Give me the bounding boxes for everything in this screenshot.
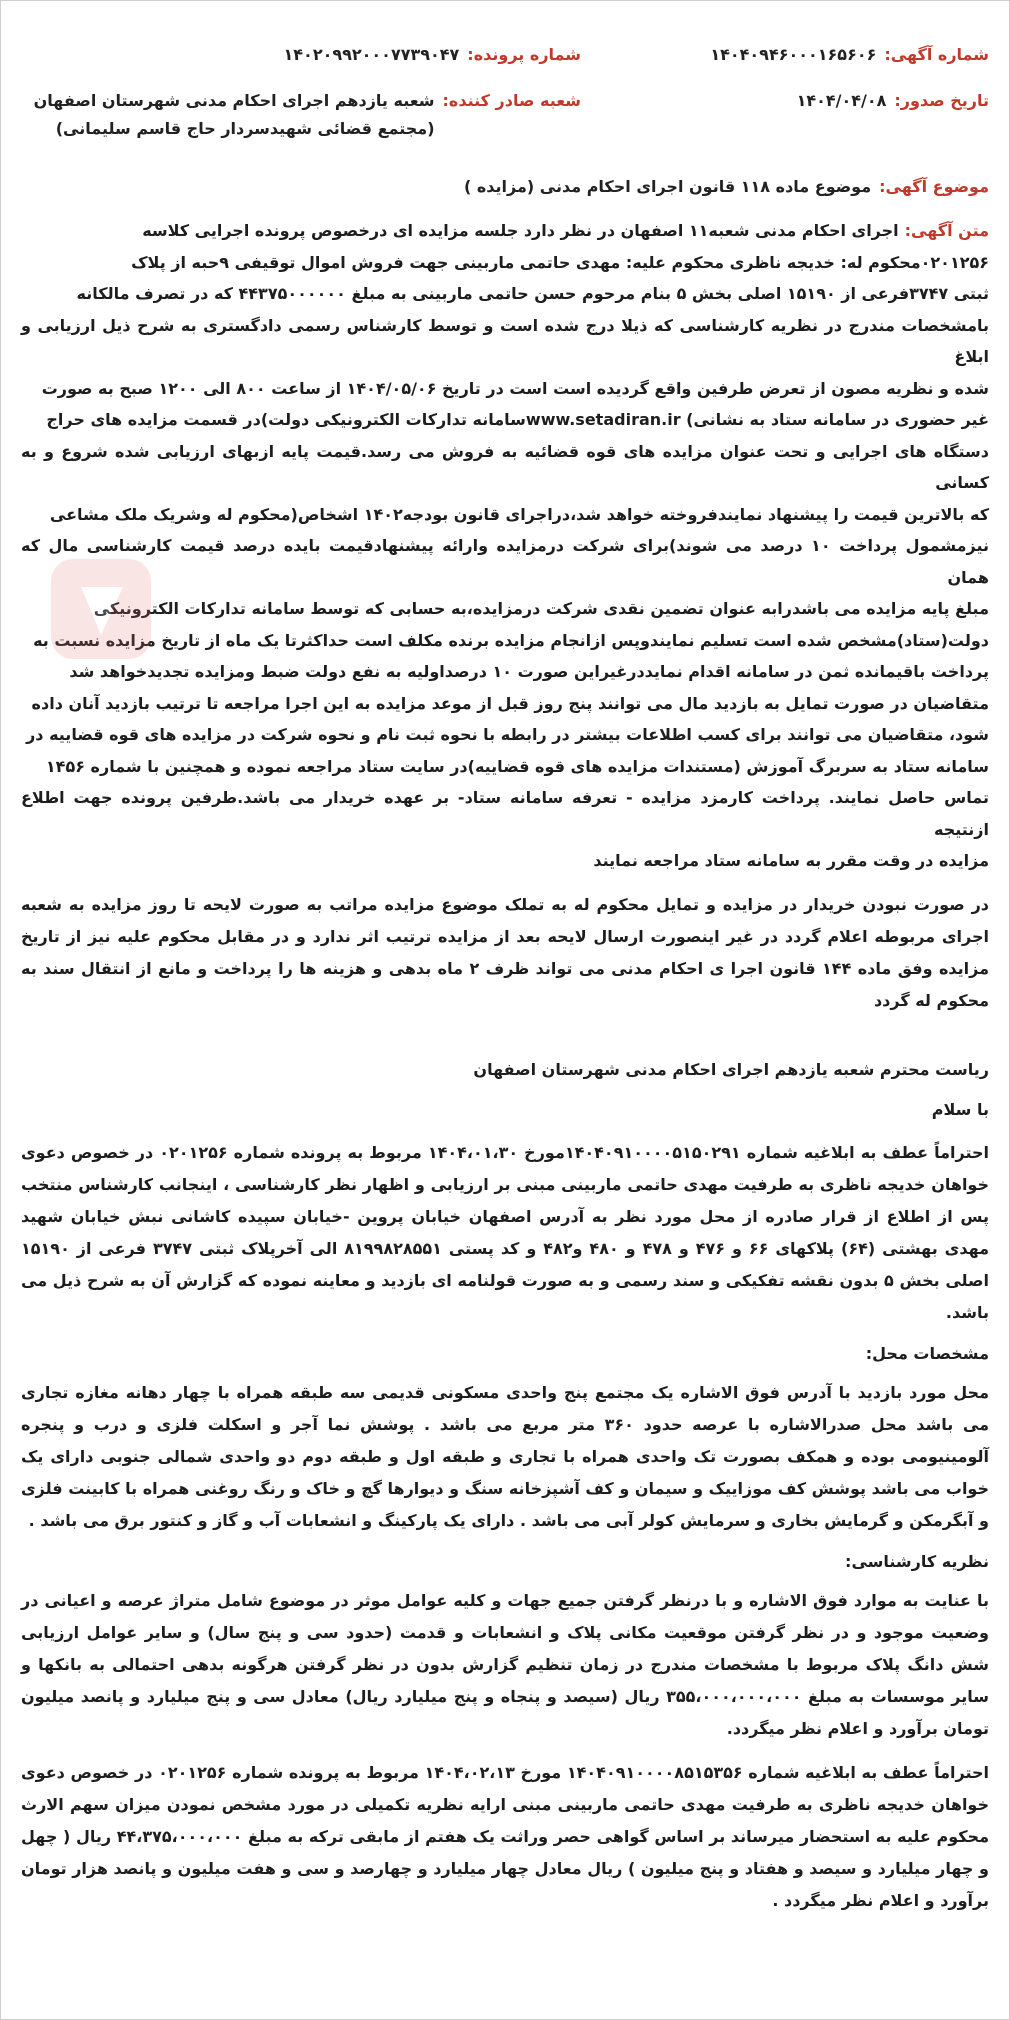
- notice-text-first-line: [21, 215, 989, 247]
- notice-line: غیر حضوری در سامانه ستاد به نشانی) www.setadiran.irسامانه تدارکات الکترونیکی دولت)در قسمت مزایده های حراج: [46, 410, 989, 429]
- header-row-1: [21, 41, 989, 69]
- issuing-branch: [21, 87, 581, 143]
- notice-line: دولت(ستاد)مشخص شده است تسلیم نمایندوپس ازانجام مزایده برنده مکلف است حداکثرتا یک ماه از تاریخ مزایده نسبت به: [33, 630, 989, 650]
- notice-subject: [21, 173, 989, 201]
- subject-value: موضوع ماده ۱۱۸ قانون اجرای احکام مدنی (مزایده ): [463, 177, 872, 196]
- issuing-branch-label: شعبه صادر کننده:: [442, 91, 581, 110]
- case-number-value: ۱۴۰۲۰۹۹۲۰۰۰۷۷۳۹۰۴۷: [283, 45, 460, 64]
- notice-line: مزایده در وقت مقرر به سامانه ستاد مراجعه نمایند: [593, 851, 989, 870]
- subject-label: موضوع آگهی:: [879, 177, 989, 196]
- notice-number-label: شماره آگهی:: [884, 45, 989, 64]
- notice-text-first-line-content: اجرای احکام مدنی شعبه۱۱ اصفهان در نظر دارد جلسه مزایده ای درخصوص پرونده اجرایی کلاسه: [142, 221, 899, 240]
- case-number-label: شماره پرونده:: [467, 45, 581, 64]
- notice-line: نیزمشمول پرداخت ۱۰ درصد می شوند)برای شرکت درمزایده وارائه پیشنهادقیمت بایده درصد قیمت کارشناسی مال که همان: [21, 536, 989, 587]
- addressee: ریاست محترم شعبه یازدهم اجرای احکام مدنی شهرستان اصفهان: [473, 1059, 989, 1079]
- report-intro: احتراماً عطف به ابلاغیه شماره ۱۴۰۴۰۹۱۰۰۰۰۵۱۵۰۲۹۱مورخ ۱۴۰۴،۰۱،۳۰ مربوط به پرونده شماره ۰۲۰۱۲۵۶ در خصوص دعوی خواهان خدیجه ناظری به طرفیت مهدی حاتمی ماربینی مبنی بر ارزیابی و اظهار نظر کارشناسی ، اینجانب کارشناس منتخب پس از اطلاع از قرار صادره از محل مورد نظر به آدرس اصفهان خیابان پروین -خیابان سپیده کاشانی نبش خیابان شهید مهدی بهشتی (۶۴) پلاکهای ۶۶ و ۴۷۶ و ۴۷۸ و ۴۸۰ و۴۸۲ و کد پستی ۸۱۹۹۸۲۸۵۵۱ الی آخرپلاک ثبتی ۳۷۴۷ فرعی از ۱۵۱۹۰ اصلی بخش ۵ بدون نقشه تفکیکی و سند رسمی و به صورت قولنامه ای بازدید و معاینه نموده که گزارش آن به شرح ذیل می باشد.: [21, 1142, 990, 1322]
- issue-date-label: تاریخ صدور:: [894, 91, 989, 110]
- notice-line: تماس حاصل نمایند. پرداخت کارمزد مزایده - تعرفه سامانه ستاد- بر عهده خریدار می باشد.طرفین پرونده جهت اطلاع ازنتیجه: [21, 788, 989, 839]
- notice-line: دستگاه های اجرایی و تحت عنوان مزایده های قوه قضائیه به فروش می رسد.قیمت پایه ازبهای ارزیابی شده شروع و به کسانی: [21, 441, 989, 492]
- notice-line: مبلغ پایه مزایده می باشدرابه عنوان تضمین نقدی شرکت درمزایده،به حسابی که توسط سامانه تدارکات الکترونیکی: [93, 599, 989, 618]
- notice-number: [689, 41, 989, 69]
- notice-number-value: ۱۴۰۴۰۹۴۶۰۰۰۱۶۵۶۰۶: [710, 45, 877, 64]
- issuing-branch-value: شعبه یازدهم اجرای احکام مدنی شهرستان اصفهان (مجتمع قضائی شهیدسردار حاج قاسم سلیمانی): [33, 91, 435, 138]
- notice-line: که بالاترین قیمت را پیشنهاد نمایندفروخته خواهد شد،دراجرای قانون بودجه۱۴۰۲ اشخاص(محکوم له وشریک ملک مشاعی: [49, 504, 989, 524]
- supplementary-opinion: احتراماً عطف به ابلاغیه شماره ۱۴۰۴۰۹۱۰۰۰۰۸۵۱۵۳۵۶ مورخ ۱۴۰۴،۰۲،۱۳ مربوط به پرونده شماره ۰۲۰۱۲۵۶ در خصوص دعوی خواهان خدیجه ناظری به طرفیت مهدی حاتمی ماربینی مبنی ارایه نظریه تکمیلی در مورد مشخص نمودن میزان سهم الارث محکوم علیه به استحضار میرساند بر اساس گواهی حصر وراثت یک هفتم از مابقی ترکه به مبلغ ۴۴،۳۷۵،۰۰۰،۰۰۰ ریال ( چهل و چهار میلیارد و سیصد و هفتاد و پنج میلیون ) ریال معادل چهار میلیارد و چهارصد و سی و هفت میلیون و پانصد هزار تومان برآورد و اعلام نظر میگردد .: [21, 1762, 989, 1910]
- opinion-heading: نظریه کارشناسی:: [845, 1551, 989, 1571]
- specs-heading: مشخصات محل:: [865, 1343, 989, 1363]
- no-buyer-paragraph: در صورت نبودن خریدار در مزایده و تمایل محکوم له به تملک موضوع مزایده مراتب به صورت لایحه تا روز مزایده به شعبه اجرای مربوطه اعلام گردد در غیر اینصورت ارسال لایحه بعد از مزایده ترتیب اثر ندارد و در مقابل محکوم علیه نیز از تاریخ مزایده وفق ماده ۱۴۴ قانون اجرا ی احکام مدنی می تواند ظرف ۲ ماه بدهی و هزینه ها را پرداخت و مانع از انتقال سند به محکوم له گردد: [21, 894, 989, 1010]
- notice-line: شده و نظریه مصون از تعرض طرفین واقع گردیده است است در تاریخ ۱۴۰۴/۰۵/۰۶ از ساعت ۸۰۰ الی ۱۲۰۰ صبح به صورت: [41, 378, 989, 398]
- notice-text-label: متن آگهی:: [904, 221, 989, 240]
- specs-text: محل مورد بازدید با آدرس فوق الاشاره یک مجتمع پنج واحدی مسکونی قدیمی سه طبقه همراه با چهار دهانه مغازه تجاری می باشد محل صدرالاشاره با عرصه حدود ۳۶۰ متر مربع می باشد . پوشش نما آجر و اسکلت فلزی و درب و پنجره آلومینیومی بوده و همکف بصورت تک واحدی همراه با تجاری و طبقه اول و طبقه دوم دو واحدی شمالی جنوبی دارای یک خواب می باشد پوشش کف موزاییک و سیمان و کف آشپزخانه سنگ و دیوارها گچ و خاک و رنگ روغنی همراه با کابینت فلزی و آبگرمکن و گرمایش بخاری و سرمایش کولر آبی می باشد . دارای یک پارکینگ و انشعابات آب و گاز و کنتور برق می باشد .: [21, 1382, 989, 1530]
- opinion-text: با عنایت به موارد فوق الاشاره و با درنظر گرفتن جمیع جهات و کلیه عوامل موثر در موضوع شامل متراژ عرصه و اعیانی در وضعیت موجود و در نظر گرفتن موقعیت مکانی پلاک و انشعابات و قدمت (حدود سی و پنج سال) و سایر عوامل ارزیابی شش دانگ پلاک مربوط با مشخصات مندرج در زمان تنظیم گزارش بدون در نظر گرفتن هرگونه بدهی احتمالی به بانکها و سایر موسسات به مبلغ ۳۵۵،۰۰۰،۰۰۰،۰۰۰ ریال (سیصد و پنجاه و پنج میلیارد ریال) معادل سی و پنج میلیارد و پانصد میلیون تومان برآورد و اعلام نظر میگردد.: [21, 1590, 989, 1738]
- notice-line: ۰۲۰۱۲۵۶محکوم له: خدیجه ناظری محکوم علیه: مهدی حاتمی ماربینی جهت فروش اموال توقیفی ۹حبه از پلاک: [131, 252, 989, 272]
- notice-line: ثبتی ۳۷۴۷فرعی از ۱۵۱۹۰ اصلی بخش ۵ بنام مرحوم حسن حاتمی ماربینی به مبلغ ۴۴۳۷۵۰۰۰۰۰۰ که در تصرف مالکانه: [76, 284, 989, 303]
- notice-line: پرداخت باقیمانده ثمن در سامانه اقدام نمایددرغیراین صورت ۱۰ درصداولیه به نفع دولت ضبط ومزایده تجدیدخواهد شد: [69, 662, 989, 681]
- watermark-logo: [41, 549, 161, 669]
- notice-line: متقاضیان در صورت تمایل به بازدید مال می توانند پنج روز قبل از موعد مزایده به این اجرا مراجعه تا ترتیب بازدید آنان داده: [31, 693, 989, 713]
- spacer: [21, 1017, 989, 1055]
- notice-line: شود، متقاضیان می توانند برای کسب اطلاعات بیشتر در رابطه با نحوه ثبت نام و نحوه شرکت در مزایده های قوه قضاییه در: [26, 725, 989, 744]
- notice-text: [21, 215, 989, 877]
- case-number: [21, 41, 581, 69]
- issue-date-value: ۱۴۰۴/۰۴/۰۸: [796, 91, 887, 110]
- header-row-2: [21, 87, 989, 143]
- issue-date: [689, 87, 989, 115]
- notice-line: سامانه ستاد به سربرگ آموزش (مستندات مزایده های قوه قضاییه)در سایت ستاد مراجعه نموده و همچنین با شماره ۱۴۵۶: [45, 756, 989, 776]
- notice-line: بامشخصات مندرج در نظریه کارشناسی که ذیلا درج شده است و توسط کارشناس رسمی دادگستری به شرح ذیل ارزیابی و ابلاغ: [21, 315, 989, 366]
- greeting: با سلام: [931, 1099, 989, 1119]
